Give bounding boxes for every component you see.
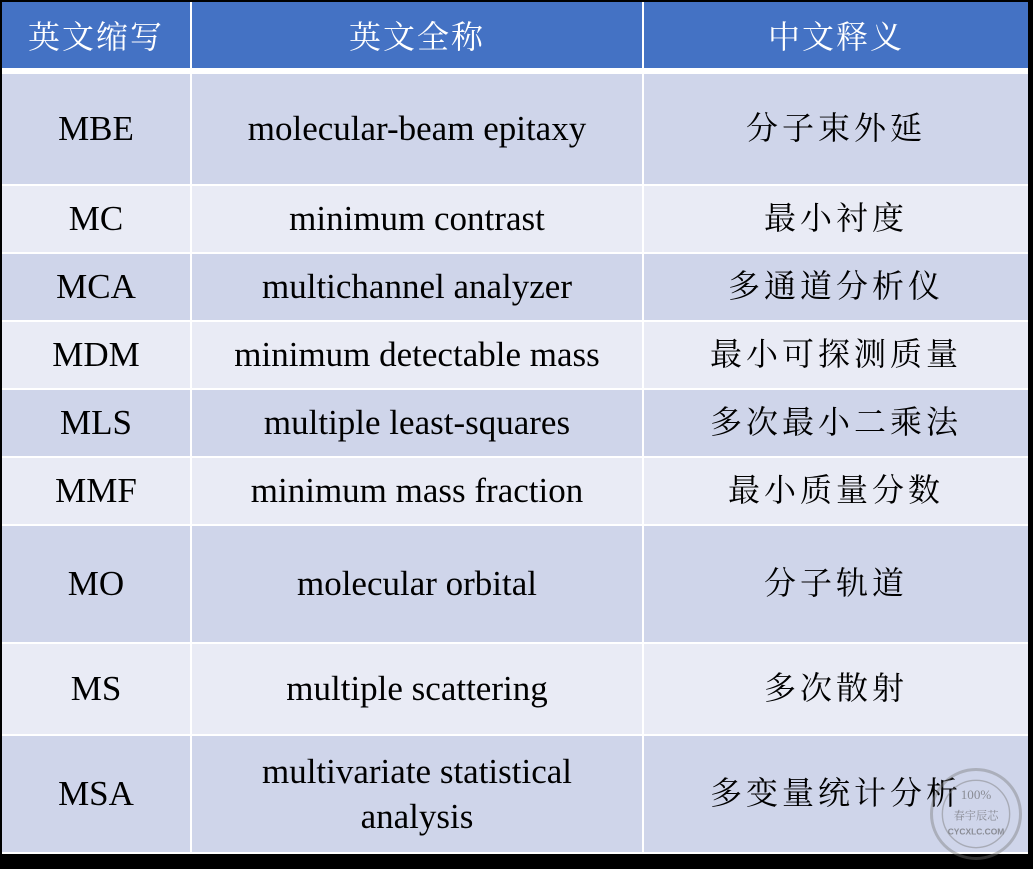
table-row — [2, 457, 1028, 525]
cell-zh: 多次最小二乘法 — [643, 389, 1028, 457]
cell-zh: 分子轨道 — [643, 525, 1028, 643]
stamp-bottom-text: CYCXLC.COM — [947, 826, 1005, 837]
header-row — [2, 2, 1028, 71]
header-chinese-meaning: 中文释义 — [643, 2, 1028, 71]
table-row — [2, 71, 1028, 185]
stamp-mid-text: 春宇辰芯 — [953, 809, 999, 823]
cell-zh: 多通道分析仪 — [643, 253, 1028, 321]
cell-full: molecular orbital — [191, 525, 643, 643]
cell-full: multiple least-squares — [191, 389, 643, 457]
cell-abbr: MCA — [2, 253, 191, 321]
table-row — [2, 643, 1028, 735]
cell-full: multiple scattering — [191, 643, 643, 735]
cell-abbr: MO — [2, 525, 191, 643]
stamp-top-text: 100% — [960, 787, 992, 803]
abbreviation-table — [2, 2, 1028, 854]
cell-full: multivariate statistical analysis — [191, 735, 643, 853]
cell-abbr: MDM — [2, 321, 191, 389]
header-abbr: 英文缩写 — [2, 2, 191, 71]
cell-abbr: MSA — [2, 735, 191, 853]
table-row — [2, 735, 1028, 853]
cell-full: minimum mass fraction — [191, 457, 643, 525]
table-row — [2, 389, 1028, 457]
cell-full: minimum contrast — [191, 185, 643, 253]
cell-zh: 最小质量分数 — [643, 457, 1028, 525]
cell-full: minimum detectable mass — [191, 321, 643, 389]
cell-abbr: MBE — [2, 71, 191, 185]
cell-abbr: MS — [2, 643, 191, 735]
cell-zh: 多变量统计分析 — [643, 735, 1028, 853]
table-header — [2, 2, 1028, 71]
cell-abbr: MMF — [2, 457, 191, 525]
header-full-name: 英文全称 — [191, 2, 643, 71]
table-row — [2, 525, 1028, 643]
cell-zh: 最小衬度 — [643, 185, 1028, 253]
cell-abbr: MLS — [2, 389, 191, 457]
table-row — [2, 253, 1028, 321]
cell-full: molecular-beam epitaxy — [191, 71, 643, 185]
cell-zh: 最小可探测质量 — [643, 321, 1028, 389]
cell-abbr: MC — [2, 185, 191, 253]
cell-full: multichannel analyzer — [191, 253, 643, 321]
table-row — [2, 321, 1028, 389]
table-row — [2, 185, 1028, 253]
cell-zh: 多次散射 — [643, 643, 1028, 735]
cell-zh: 分子束外延 — [643, 71, 1028, 185]
stamp-seal-icon — [930, 768, 1022, 860]
table-body — [2, 71, 1028, 853]
